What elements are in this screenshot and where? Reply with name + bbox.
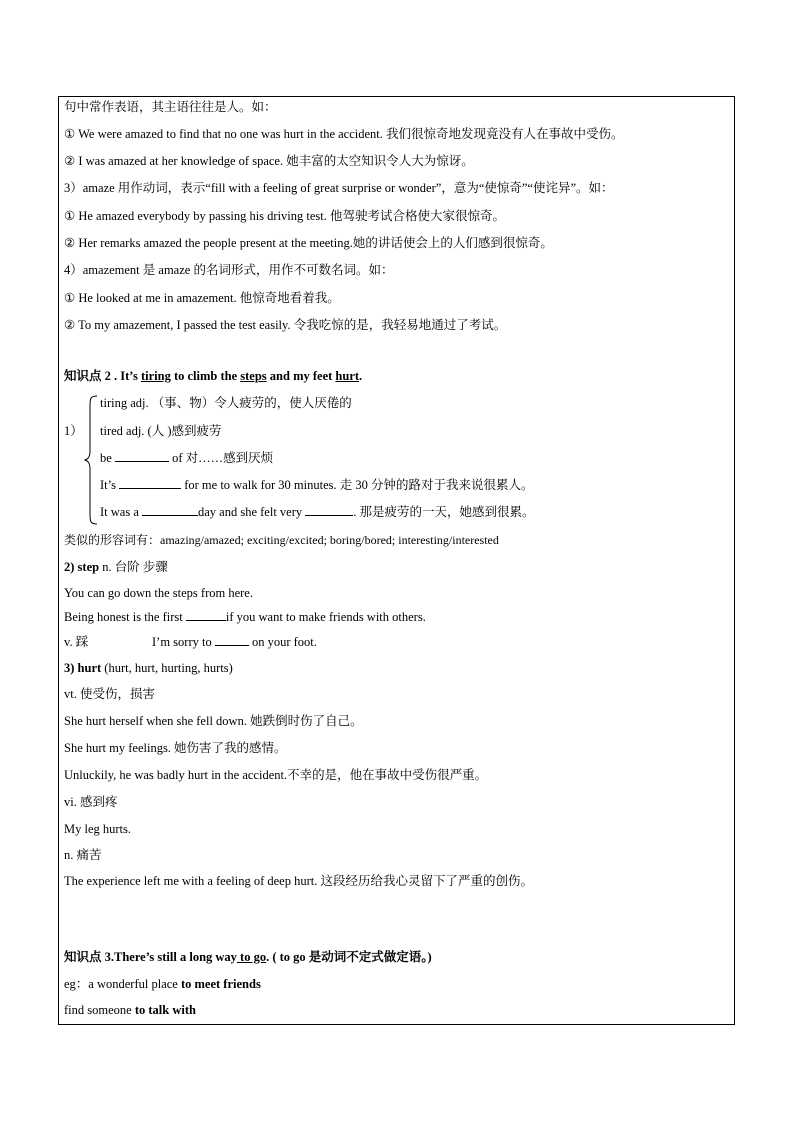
step-ex2-end: if you want to make friends with others. [225, 610, 426, 624]
kp2-word-hurt: hurt [335, 369, 360, 383]
fill-blank[interactable] [142, 504, 198, 516]
hurt-example-2: She hurt my feelings. 她伤害了我的感情。 [64, 741, 287, 755]
eg-start: eg：a wonderful place [64, 977, 181, 991]
kp2-mid-2: and my feet [266, 369, 336, 383]
hurt-vi: vi. 感到疼 [64, 795, 118, 809]
hurt-word: 3) hurt [64, 661, 102, 675]
fill-blank[interactable] [115, 450, 169, 462]
fill-blank[interactable] [119, 477, 181, 489]
step-verb: v. 踩 [64, 635, 89, 649]
hurt-noun: n. 痛苦 [64, 848, 102, 862]
tiring-definition: tiring adj. （事、物）令人疲劳的，使人厌倦的 [100, 396, 352, 410]
its-tiring-line [100, 477, 534, 493]
hurt-example-5: The experience left me with a feeling of deep hurt. 这段经历给我心灵留下了严重的创伤。 [64, 874, 533, 888]
kp2-mid-1: to climb the [170, 369, 241, 383]
hurt-forms: (hurt, hurt, hurting, hurts) [101, 661, 233, 675]
knowledge-point-3-heading [64, 949, 432, 965]
find-line [64, 1002, 196, 1018]
eg-line [64, 976, 261, 992]
step-verb-line [64, 634, 317, 650]
fill-blank[interactable] [305, 504, 353, 516]
be-tired-of-line [100, 450, 273, 466]
it-was-line [100, 504, 535, 520]
example-4: ② Her remarks amazed the people present at the meeting.她的讲话使会上的人们感到很惊奇。 [64, 236, 553, 250]
kp3-word-to-go: to go [236, 950, 267, 964]
example-1: ① We were amazed to find that no one was hurt in the accident. 我们很惊奇地发现竟没有人在事故中受伤。 [64, 127, 624, 141]
amaze-verb-note: 3）amaze 用作动词，表示“fill with a feeling of great surprise or wonder”，意为“使惊奇”“使诧异”。如： [64, 181, 614, 195]
similar-adjectives: 类似的形容词有：amazing/amazed; exciting/excited; boring/bored; interesting/interested [64, 533, 499, 547]
fill-blank[interactable] [186, 609, 226, 621]
step-pos: n. 台阶 步骤 [99, 560, 168, 574]
kp2-prefix: 知识点 2 . It’s [64, 369, 141, 383]
hurt-example-3: Unluckily, he was badly hurt in the accident.不幸的是，他在事故中受伤很严重。 [64, 768, 488, 782]
example-3: ① He amazed everybody by passing his driving test. 他驾驶考试合格使大家很惊奇。 [64, 209, 506, 223]
hurt-example-1: She hurt herself when she fell down. 她跌倒时伤了自己。 [64, 714, 363, 728]
step-verb-ex-end: on your foot. [248, 635, 317, 649]
step-verb-ex-start: I’m sorry to [152, 635, 215, 649]
list-number-1: 1） [64, 424, 83, 438]
curly-brace-icon [84, 395, 98, 525]
line-intro: 句中常作表语，其主语往往是人。如： [64, 100, 277, 114]
find-start: find someone [64, 1003, 135, 1017]
hurt-example-4: My leg hurts. [64, 822, 132, 836]
tired-definition: tired adj. (人 )感到疲劳 [100, 424, 222, 438]
step-word: 2) step [64, 560, 100, 574]
fill-blank[interactable] [215, 634, 249, 646]
example-5: ① He looked at me in amazement. 他惊奇地看着我。 [64, 291, 340, 305]
its-text: It’s [100, 478, 120, 492]
example-2: ② I was amazed at her knowledge of space. 她丰富的太空知识令人大为惊讶。 [64, 154, 474, 168]
kp2-word-steps: steps [240, 369, 267, 383]
step-ex2-start: Being honest is the first [64, 610, 186, 624]
kp3-end: . ( to go 是动词不定式做定语。) [266, 950, 432, 964]
eg-bold: to meet friends [180, 977, 261, 991]
step-heading [64, 559, 168, 575]
it-was-end: . 那是疲劳的一天，她感到很累。 [353, 505, 535, 519]
example-6: ② To my amazement, I passed the test easily. 令我吃惊的是，我轻易地通过了考试。 [64, 318, 507, 332]
be-text: be [100, 451, 115, 465]
hurt-heading [64, 660, 233, 676]
kp2-end: . [359, 369, 363, 383]
be-of-meaning: of 对……感到厌烦 [168, 451, 274, 465]
kp2-word-tiring: tiring [140, 369, 171, 383]
step-example-2 [64, 609, 426, 625]
it-was-text: It was a [100, 505, 142, 519]
find-bold: to talk with [134, 1003, 196, 1017]
amazement-note: 4）amazement 是 amaze 的名词形式，用作不可数名词。如： [64, 263, 394, 277]
step-example-1: You can go down the steps from here. [64, 586, 253, 600]
hurt-vt: vt. 使受伤，损害 [64, 687, 155, 701]
knowledge-point-2-heading [64, 368, 362, 384]
kp3-prefix: 知识点 3.There’s still a long way [64, 950, 237, 964]
its-rest: for me to walk for 30 minutes. 走 30 分钟的路对于我来说很累人。 [181, 478, 534, 492]
it-was-mid: day and she felt very [198, 505, 306, 519]
